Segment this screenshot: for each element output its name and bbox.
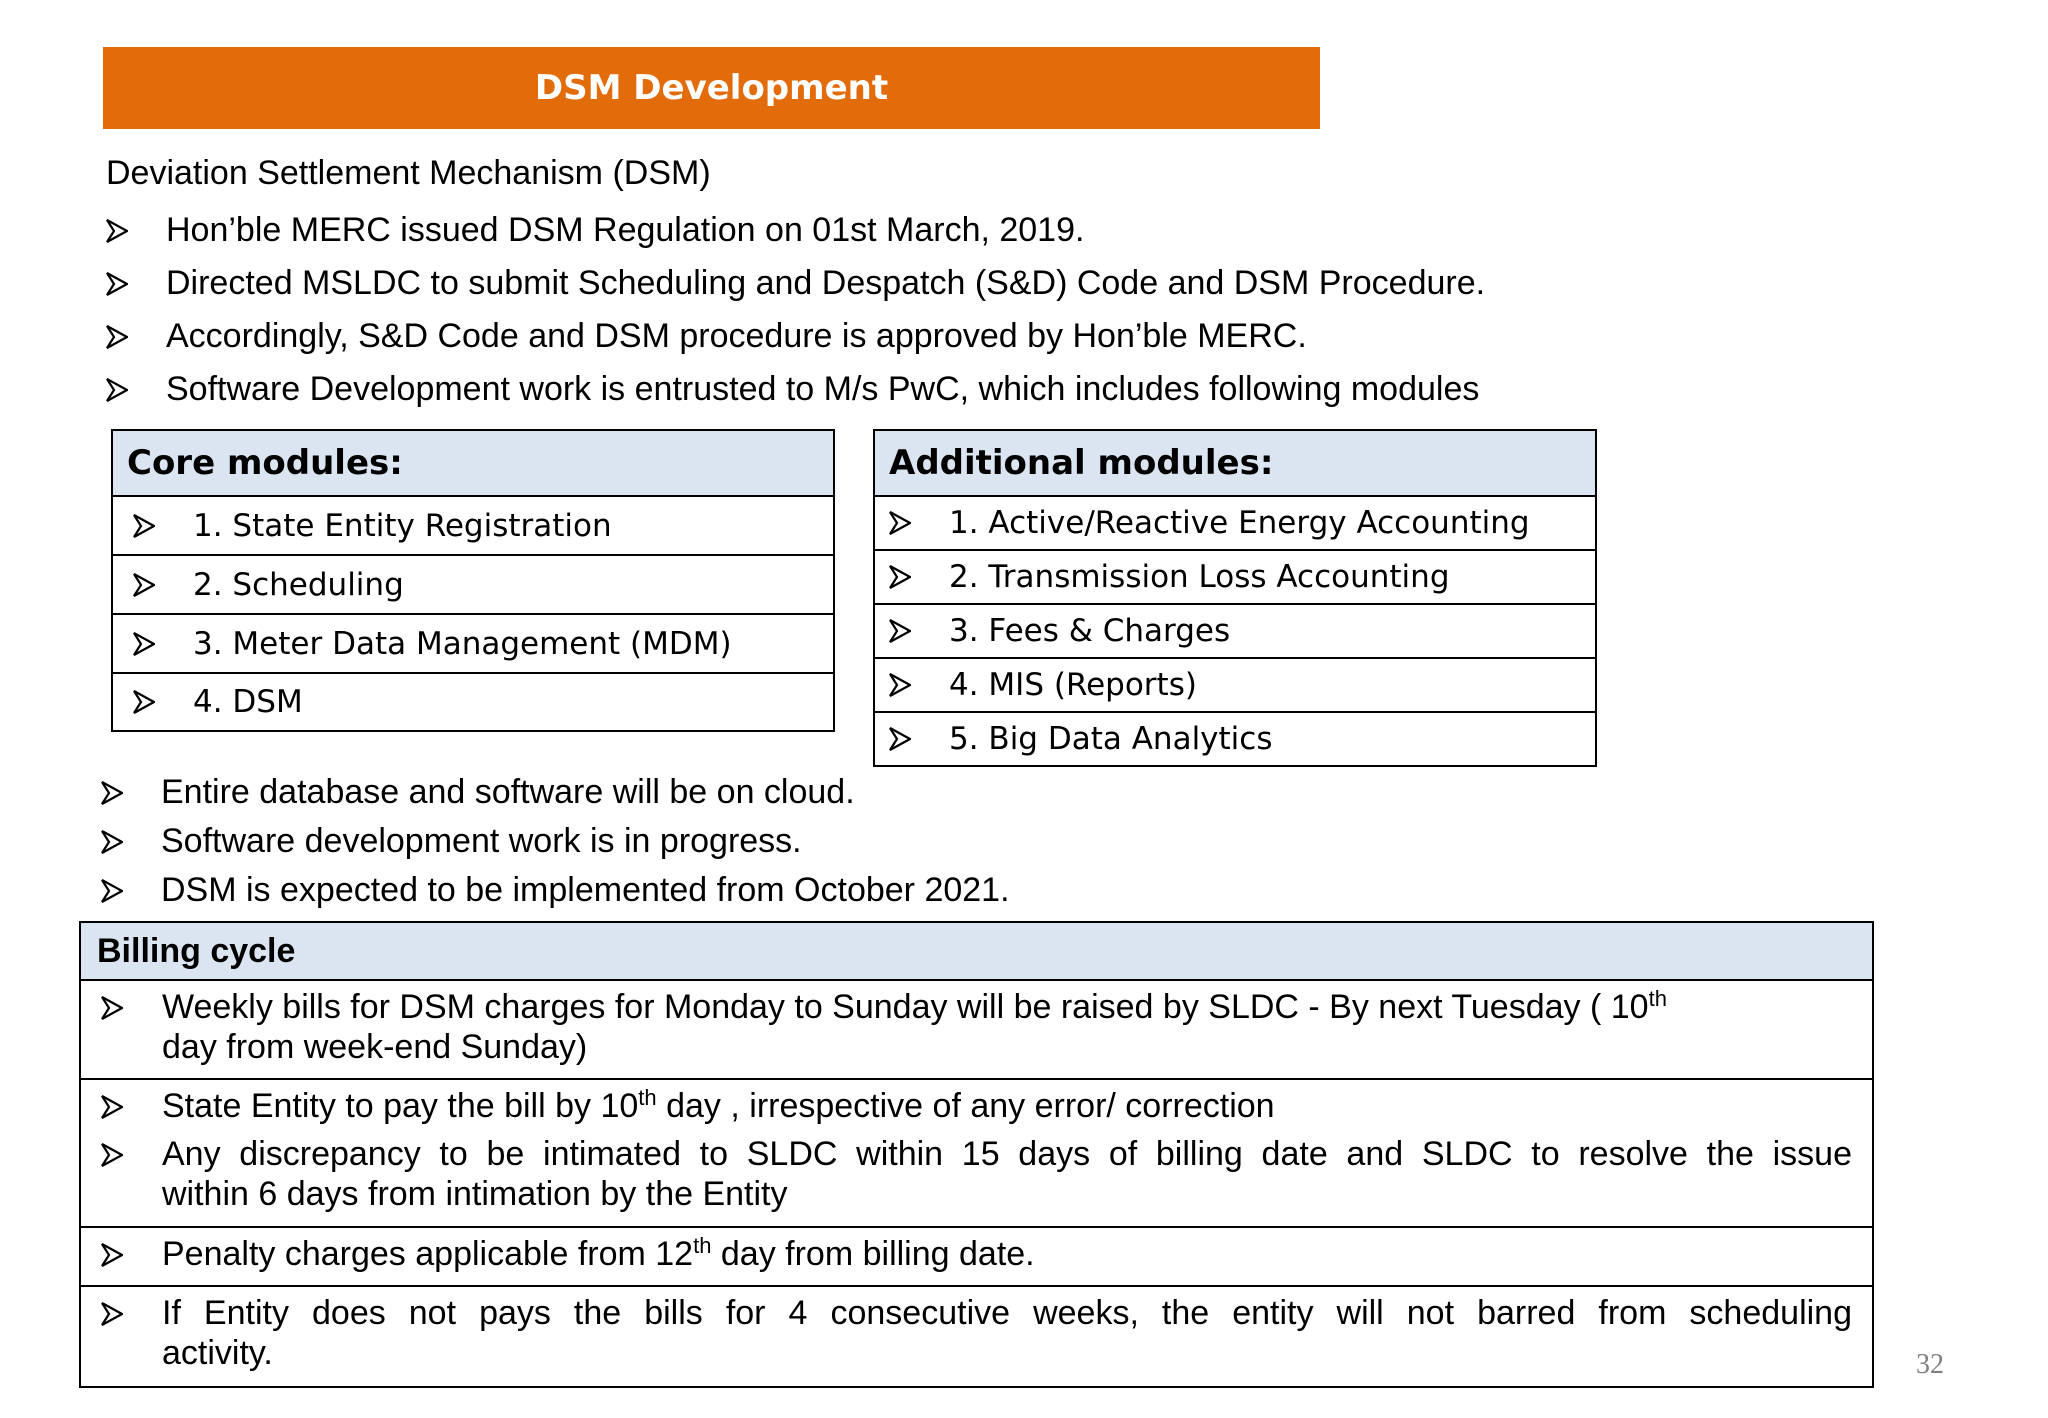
page-number: 32 — [1916, 1349, 1944, 1380]
bullet-text-continued: within 6 days from intimation by the Entity — [162, 1175, 788, 1213]
arrowhead-bullet-icon — [101, 870, 161, 903]
arrowhead-bullet-icon — [133, 573, 193, 597]
table-row — [875, 605, 1595, 659]
arrowhead-bullet-icon — [889, 619, 949, 643]
arrowhead-bullet-icon — [101, 1293, 162, 1326]
module-name: 2. Transmission Loss Accounting — [949, 559, 1450, 595]
list-item — [101, 1134, 1852, 1214]
arrowhead-bullet-icon — [133, 632, 193, 656]
table-row — [113, 497, 833, 556]
ordinal-suffix: th — [1648, 986, 1667, 1011]
ordinal-suffix: th — [693, 1233, 712, 1258]
billing-cycle-table — [79, 921, 1874, 1388]
section-subtitle: Deviation Settlement Mechanism (DSM) — [106, 154, 711, 192]
bullet-text: Weekly bills for DSM charges for Monday to Sunday will be raised by SLDC - By next Tuesday ( 10 — [162, 988, 1649, 1026]
arrowhead-bullet-icon — [106, 210, 166, 243]
table-row — [113, 674, 833, 729]
module-name: 4. MIS (Reports) — [949, 667, 1197, 703]
arrowhead-bullet-icon — [106, 369, 166, 402]
bullet-text-continued: day from billing date. — [711, 1235, 1035, 1273]
module-name: 2. Scheduling — [193, 566, 404, 603]
arrowhead-bullet-icon — [889, 511, 949, 535]
arrowhead-bullet-icon — [101, 1134, 162, 1167]
list-item — [101, 870, 1010, 910]
arrowhead-bullet-icon — [889, 565, 949, 589]
list-item — [101, 821, 802, 861]
page-title: DSM Development — [534, 68, 889, 108]
bullet-text: Hon’ble MERC issued DSM Regulation on 01st March, 2019. — [166, 211, 1085, 249]
table-row — [81, 1080, 1872, 1228]
list-item — [106, 316, 1307, 356]
arrowhead-bullet-icon — [106, 263, 166, 296]
arrowhead-bullet-icon — [101, 987, 162, 1020]
list-item — [106, 263, 1485, 303]
table-row — [875, 659, 1595, 713]
billing-cycle-header: Billing cycle — [81, 923, 1872, 981]
module-name: 4. DSM — [193, 683, 303, 720]
bullet-text-continued: day from week-end Sunday) — [162, 1028, 588, 1066]
table-row — [113, 556, 833, 615]
title-banner — [103, 47, 1320, 129]
list-item — [101, 1086, 1852, 1126]
module-name: 3. Fees & Charges — [949, 613, 1231, 649]
module-name: 1. Active/Reactive Energy Accounting — [949, 505, 1530, 541]
module-name: 5. Big Data Analytics — [949, 721, 1273, 757]
table-row — [81, 981, 1872, 1080]
bullet-text: Accordingly, S&D Code and DSM procedure is approved by Hon’ble MERC. — [166, 317, 1307, 355]
list-item — [106, 369, 1479, 409]
list-item — [106, 210, 1084, 250]
list-item — [101, 772, 855, 812]
table-row — [875, 497, 1595, 551]
table-row — [81, 1287, 1872, 1387]
arrowhead-bullet-icon — [106, 316, 166, 349]
bullet-text: Software Development work is entrusted to M/s PwC, which includes following modules — [166, 370, 1480, 408]
bullet-text-continued: day , irrespective of any error/ correction — [656, 1087, 1275, 1125]
module-name: 1. State Entity Registration — [193, 507, 612, 544]
table-row — [113, 615, 833, 674]
list-item — [101, 1293, 1852, 1373]
core-modules-table — [111, 429, 835, 732]
bullet-text: If Entity does not pays the bills for 4 consecutive weeks, the entity will not barred from scheduling — [162, 1294, 1852, 1332]
arrowhead-bullet-icon — [133, 514, 193, 538]
arrowhead-bullet-icon — [889, 727, 949, 751]
bullet-text: Penalty charges applicable from 12 — [162, 1235, 694, 1273]
arrowhead-bullet-icon — [101, 1086, 162, 1119]
bullet-text-continued: activity. — [162, 1334, 273, 1372]
arrowhead-bullet-icon — [889, 673, 949, 697]
additional-modules-table — [873, 429, 1597, 767]
arrowhead-bullet-icon — [101, 821, 161, 854]
module-name: 3. Meter Data Management (MDM) — [193, 625, 732, 662]
core-modules-header: Core modules: — [113, 431, 833, 497]
table-row — [875, 713, 1595, 765]
arrowhead-bullet-icon — [133, 690, 193, 714]
bullet-text: Directed MSLDC to submit Scheduling and Despatch (S&D) Code and DSM Procedure. — [166, 264, 1486, 302]
additional-modules-header: Additional modules: — [875, 431, 1595, 497]
bullet-text: State Entity to pay the bill by 10 — [162, 1087, 639, 1125]
bullet-text: Entire database and software will be on cloud. — [161, 773, 855, 811]
arrowhead-bullet-icon — [101, 1234, 162, 1267]
ordinal-suffix: th — [638, 1085, 657, 1110]
bullet-text: DSM is expected to be implemented from October 2021. — [161, 871, 1010, 909]
table-row — [81, 1228, 1872, 1287]
list-item — [101, 1234, 1852, 1274]
arrowhead-bullet-icon — [101, 772, 161, 805]
table-row — [875, 551, 1595, 605]
bullet-text: Software development work is in progress. — [161, 822, 802, 860]
bullet-text: Any discrepancy to be intimated to SLDC within 15 days of billing date and SLDC to resolve the issue — [162, 1135, 1852, 1173]
list-item — [101, 987, 1852, 1067]
